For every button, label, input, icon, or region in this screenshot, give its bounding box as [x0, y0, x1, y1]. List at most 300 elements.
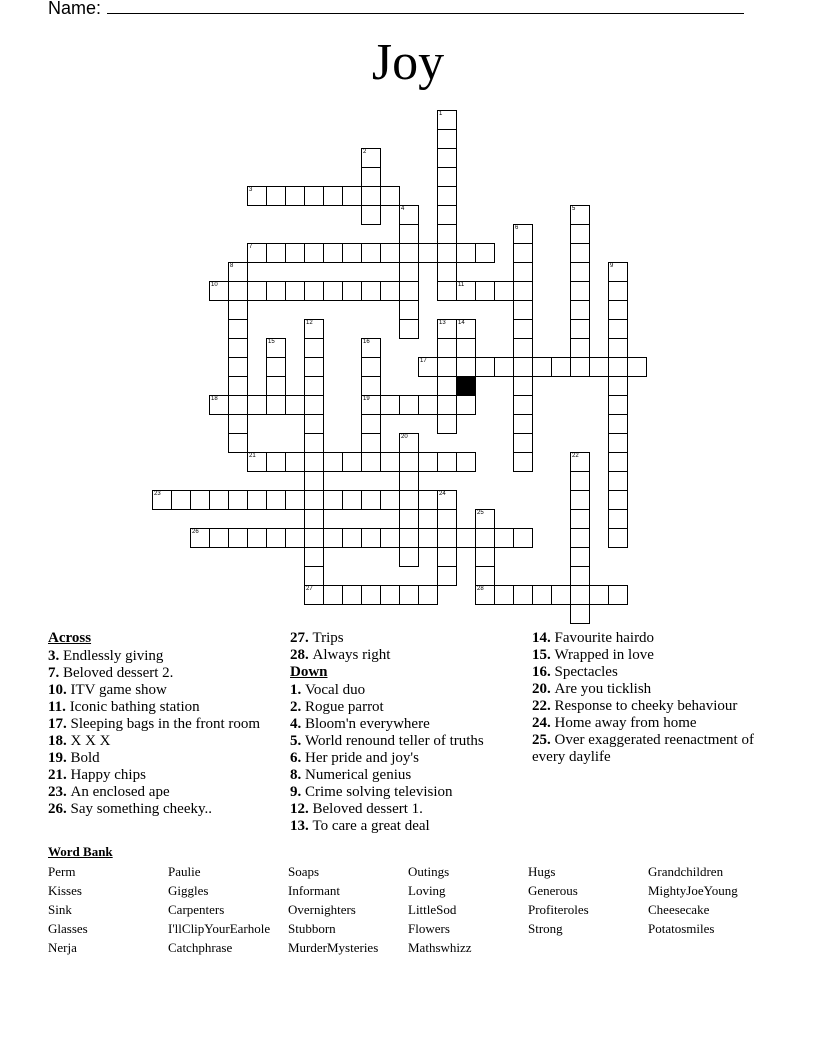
clue-item — [290, 750, 526, 767]
grid-cell[interactable] — [304, 547, 324, 567]
grid-cell[interactable] — [228, 281, 248, 301]
clue-number: 20 — [401, 434, 408, 440]
grid-cell[interactable] — [266, 528, 286, 548]
clue-number: 15 — [268, 339, 275, 345]
grid-cell[interactable] — [437, 376, 457, 396]
grid-cell[interactable] — [266, 452, 286, 472]
grid-cell[interactable] — [304, 414, 324, 434]
grid-cell[interactable] — [228, 490, 248, 510]
grid-cell[interactable] — [209, 528, 229, 548]
grid-cell[interactable] — [190, 528, 210, 548]
grid-cell[interactable] — [608, 490, 628, 510]
grid-cell[interactable] — [228, 300, 248, 320]
grid-cell[interactable] — [608, 452, 628, 472]
grid-cell[interactable] — [399, 490, 419, 510]
clue-item — [48, 665, 280, 682]
grid-cell[interactable] — [361, 528, 381, 548]
grid-cell[interactable] — [304, 585, 324, 605]
grid-cell[interactable] — [513, 376, 533, 396]
grid-cell[interactable] — [361, 148, 381, 168]
grid-cell[interactable] — [399, 281, 419, 301]
grid-cell[interactable] — [399, 395, 419, 415]
clue-number: 6 — [515, 225, 519, 231]
grid-cell[interactable] — [418, 357, 438, 377]
grid-cell[interactable] — [361, 490, 381, 510]
grid-cell[interactable] — [570, 509, 590, 529]
grid-cell[interactable] — [475, 528, 495, 548]
grid-cell[interactable] — [380, 243, 400, 263]
grid-cell[interactable] — [228, 395, 248, 415]
grid-cell[interactable] — [228, 262, 248, 282]
clue-number: 21 — [249, 453, 256, 459]
grid-cell[interactable] — [228, 357, 248, 377]
clue-number: 13 — [439, 320, 446, 326]
grid-cell[interactable] — [342, 452, 362, 472]
grid-cell[interactable] — [228, 528, 248, 548]
clues-column-2 — [290, 630, 526, 835]
word-bank-item: Generous — [528, 883, 578, 898]
grid-cell[interactable] — [342, 490, 362, 510]
grid-cell[interactable] — [570, 243, 590, 263]
grid-cell[interactable] — [399, 528, 419, 548]
grid-cell[interactable] — [266, 490, 286, 510]
grid-cell[interactable] — [361, 167, 381, 187]
grid-cell[interactable] — [570, 205, 590, 225]
clue-number: 4 — [401, 206, 405, 212]
grid-cell[interactable] — [399, 205, 419, 225]
grid-cell[interactable] — [570, 357, 590, 377]
grid-cell[interactable] — [304, 395, 324, 415]
grid-cell[interactable] — [380, 490, 400, 510]
grid-cell[interactable] — [304, 376, 324, 396]
grid-cell[interactable] — [513, 243, 533, 263]
clue-number: 5 — [572, 206, 576, 212]
grid-cell[interactable] — [437, 262, 457, 282]
grid-cell[interactable] — [608, 414, 628, 434]
clue-text: Crime solving television — [305, 784, 453, 800]
grid-cell[interactable] — [513, 262, 533, 282]
word-bank-item: Mathswhizz — [408, 940, 472, 955]
clue-number-label: 28. — [290, 647, 313, 663]
grid-cell[interactable] — [437, 167, 457, 187]
grid-cell[interactable] — [323, 281, 343, 301]
grid-cell[interactable] — [285, 452, 305, 472]
clue-text: Beloved dessert 2. — [63, 665, 174, 681]
grid-cell[interactable] — [570, 452, 590, 472]
grid-cell[interactable] — [475, 585, 495, 605]
grid-cell[interactable] — [228, 433, 248, 453]
grid-cell[interactable] — [475, 357, 495, 377]
grid-cell[interactable] — [437, 357, 457, 377]
clue-item — [532, 715, 768, 732]
grid-cell[interactable] — [570, 471, 590, 491]
grid-cell[interactable] — [437, 205, 457, 225]
grid-cell[interactable] — [608, 433, 628, 453]
grid-cell[interactable] — [608, 262, 628, 282]
clue-number-label: 5. — [290, 733, 305, 749]
clue-text: ITV game show — [70, 682, 167, 698]
grid-cell[interactable] — [304, 338, 324, 358]
grid-cell[interactable] — [285, 243, 305, 263]
grid-cell[interactable] — [247, 528, 267, 548]
grid-cell[interactable] — [304, 528, 324, 548]
grid-cell[interactable] — [247, 186, 267, 206]
grid-cell[interactable] — [437, 547, 457, 567]
clue-item — [290, 716, 526, 733]
grid-cell[interactable] — [266, 376, 286, 396]
grid-cell[interactable] — [475, 281, 495, 301]
clue-number-label: 4. — [290, 716, 305, 732]
grid-cell[interactable] — [380, 528, 400, 548]
clue-number-label: 27. — [290, 630, 313, 646]
grid-cell[interactable] — [361, 433, 381, 453]
grid-cell[interactable] — [608, 281, 628, 301]
grid-cell[interactable] — [304, 319, 324, 339]
grid-cell[interactable] — [152, 490, 172, 510]
grid-cell[interactable] — [437, 490, 457, 510]
clue-number: 14 — [458, 320, 465, 326]
clue-number-label: 11. — [48, 699, 70, 715]
grid-cell[interactable] — [266, 338, 286, 358]
clue-number-label: 18. — [48, 733, 71, 749]
across-heading: Across — [48, 630, 92, 646]
grid-cell[interactable] — [456, 395, 476, 415]
down-clues-continued — [532, 630, 768, 766]
grid-cell[interactable] — [437, 243, 457, 263]
grid-cell[interactable] — [456, 243, 476, 263]
word-bank-item: Catchphrase — [168, 940, 233, 955]
clue-text: Rogue parrot — [305, 699, 384, 715]
clue-number-label: 8. — [290, 767, 305, 783]
clue-number: 28 — [477, 586, 484, 592]
grid-cell[interactable] — [304, 243, 324, 263]
grid-cell[interactable] — [361, 585, 381, 605]
grid-cell[interactable] — [304, 357, 324, 377]
grid-cell[interactable] — [266, 357, 286, 377]
grid-cell[interactable] — [494, 357, 514, 377]
grid-cell[interactable] — [361, 376, 381, 396]
grid-cell[interactable] — [304, 509, 324, 529]
word-bank-item: Profiteroles — [528, 902, 589, 917]
grid-cell[interactable] — [570, 319, 590, 339]
grid-cell[interactable] — [513, 528, 533, 548]
grid-cell[interactable] — [437, 414, 457, 434]
grid-cell[interactable] — [513, 319, 533, 339]
grid-cell[interactable] — [437, 129, 457, 149]
grid-cell[interactable] — [570, 528, 590, 548]
grid-cell[interactable] — [608, 528, 628, 548]
grid-cell[interactable] — [285, 281, 305, 301]
clue-number-label: 6. — [290, 750, 305, 766]
grid-cell[interactable] — [513, 357, 533, 377]
grid-cell[interactable] — [437, 319, 457, 339]
grid-cell[interactable] — [608, 300, 628, 320]
grid-cell[interactable] — [361, 186, 381, 206]
grid-cell[interactable] — [361, 452, 381, 472]
grid-cell[interactable] — [418, 395, 438, 415]
clue-text: Spectacles — [554, 664, 618, 680]
clue-number: 9 — [610, 263, 614, 269]
grid-cell[interactable] — [399, 547, 419, 567]
clue-number: 22 — [572, 453, 579, 459]
grid-cell[interactable] — [361, 395, 381, 415]
name-label: Name: — [48, 0, 102, 18]
clue-text: Iconic bathing station — [69, 699, 200, 715]
grid-cell[interactable] — [209, 281, 229, 301]
grid-cell[interactable] — [228, 319, 248, 339]
grid-cell[interactable] — [608, 319, 628, 339]
grid-cell[interactable] — [513, 224, 533, 244]
grid-cell[interactable] — [418, 528, 438, 548]
word-bank-item: MurderMysteries — [288, 940, 379, 955]
grid-cell[interactable] — [456, 452, 476, 472]
grid-cell[interactable] — [266, 281, 286, 301]
grid-cell[interactable] — [247, 281, 267, 301]
grid-cell[interactable] — [513, 585, 533, 605]
grid-cell[interactable] — [475, 547, 495, 567]
grid-cell[interactable] — [513, 281, 533, 301]
grid-cell[interactable] — [323, 186, 343, 206]
grid-cell[interactable] — [570, 585, 590, 605]
grid-cell[interactable] — [399, 300, 419, 320]
grid-cell[interactable] — [361, 281, 381, 301]
grid-cell[interactable] — [266, 395, 286, 415]
grid-cell[interactable] — [570, 566, 590, 586]
grid-cell[interactable] — [608, 395, 628, 415]
grid-cell[interactable] — [342, 186, 362, 206]
grid-cell[interactable] — [247, 452, 267, 472]
grid-cell[interactable] — [608, 338, 628, 358]
grid-cell[interactable] — [304, 433, 324, 453]
word-bank-item: Outings — [408, 864, 450, 879]
grid-cell[interactable] — [361, 357, 381, 377]
grid-cell[interactable] — [570, 300, 590, 320]
grid-cell[interactable] — [513, 452, 533, 472]
grid-cell[interactable] — [608, 509, 628, 529]
grid-cell[interactable] — [494, 585, 514, 605]
clue-item — [532, 630, 768, 647]
grid-cell[interactable] — [475, 566, 495, 586]
grid-cell[interactable] — [209, 395, 229, 415]
clue-number: 7 — [249, 244, 253, 250]
grid-cell[interactable] — [342, 528, 362, 548]
grid-cell[interactable] — [399, 509, 419, 529]
clue-number: 25 — [477, 510, 484, 516]
word-bank-item: Perm — [48, 864, 76, 879]
grid-cell[interactable] — [247, 490, 267, 510]
grid-cell[interactable] — [304, 471, 324, 491]
word-bank-item: Glasses — [48, 921, 88, 936]
grid-cell[interactable] — [456, 319, 476, 339]
clue-item — [290, 630, 526, 647]
grid-cell[interactable] — [570, 338, 590, 358]
grid-cell[interactable] — [361, 338, 381, 358]
grid-cell[interactable] — [437, 452, 457, 472]
grid-cell[interactable] — [323, 528, 343, 548]
grid-cell[interactable] — [456, 528, 476, 548]
grid-cell[interactable] — [399, 319, 419, 339]
grid-cell[interactable] — [399, 452, 419, 472]
grid-cell[interactable] — [437, 224, 457, 244]
grid-cell[interactable] — [570, 604, 590, 624]
clue-item — [290, 647, 526, 664]
grid-cell[interactable] — [551, 357, 571, 377]
clue-text: To care a great deal — [312, 818, 430, 834]
grid-cell[interactable] — [323, 490, 343, 510]
grid-cell[interactable] — [570, 224, 590, 244]
grid-cell[interactable] — [285, 186, 305, 206]
grid-cell[interactable] — [285, 395, 305, 415]
clue-item — [48, 733, 280, 750]
word-bank-heading: Word Bank — [48, 844, 113, 859]
grid-cell[interactable] — [418, 585, 438, 605]
grid-cell[interactable] — [437, 509, 457, 529]
grid-cell[interactable] — [437, 338, 457, 358]
grid-cell[interactable] — [418, 452, 438, 472]
grid-cell[interactable] — [399, 224, 419, 244]
grid-cell[interactable] — [380, 281, 400, 301]
grid-cell[interactable] — [494, 281, 514, 301]
word-bank-item: Flowers — [408, 921, 450, 936]
grid-cell[interactable] — [437, 148, 457, 168]
clue-item — [290, 801, 526, 818]
clue-number: 27 — [306, 586, 313, 592]
grid-cell[interactable] — [418, 243, 438, 263]
clue-number-label: 26. — [48, 801, 71, 817]
grid-cell[interactable] — [570, 262, 590, 282]
grid-cell[interactable] — [608, 585, 628, 605]
word-bank-item: Giggles — [168, 883, 209, 898]
clue-text: Bloom'n everywhere — [305, 716, 430, 732]
grid-cell[interactable] — [437, 186, 457, 206]
grid-cell[interactable] — [171, 490, 191, 510]
grid-cell[interactable] — [608, 471, 628, 491]
grid-cell[interactable] — [570, 547, 590, 567]
grid-cell[interactable] — [342, 585, 362, 605]
grid-cell[interactable] — [418, 490, 438, 510]
clue-number-label: 19. — [48, 750, 71, 766]
clue-text: World renound teller of truths — [305, 733, 484, 749]
clue-number-label: 1. — [290, 682, 305, 698]
grid-cell[interactable] — [513, 433, 533, 453]
grid-cell[interactable] — [266, 243, 286, 263]
word-bank-item: Kisses — [48, 883, 82, 898]
grid-cell[interactable] — [228, 414, 248, 434]
grid-cell[interactable] — [304, 490, 324, 510]
grid-cell[interactable] — [494, 528, 514, 548]
clue-item — [48, 682, 280, 699]
clue-text: Home away from home — [554, 715, 697, 731]
grid-cell[interactable] — [380, 186, 400, 206]
grid-cell[interactable] — [513, 414, 533, 434]
word-bank-item: Hugs — [528, 864, 556, 879]
grid-cell[interactable] — [361, 205, 381, 225]
clue-text: Response to cheeky behaviour — [554, 698, 738, 714]
grid-cell[interactable] — [437, 281, 457, 301]
grid-cell[interactable] — [285, 490, 305, 510]
grid-cell[interactable] — [380, 452, 400, 472]
word-bank-item: Nerja — [48, 940, 77, 955]
grid-cell[interactable] — [456, 281, 476, 301]
clue-item — [532, 681, 768, 698]
grid-cell[interactable] — [247, 243, 267, 263]
grid-cell[interactable] — [399, 585, 419, 605]
grid-cell[interactable] — [304, 186, 324, 206]
grid-cell[interactable] — [513, 300, 533, 320]
grid-cell[interactable] — [304, 566, 324, 586]
clue-item — [290, 767, 526, 784]
grid-cell[interactable] — [627, 357, 647, 377]
grid-cell[interactable] — [399, 433, 419, 453]
grid-cell[interactable] — [228, 338, 248, 358]
grid-cell[interactable] — [456, 338, 476, 358]
grid-cell[interactable] — [399, 243, 419, 263]
grid-cell[interactable] — [570, 281, 590, 301]
grid-cell[interactable] — [608, 376, 628, 396]
grid-cell[interactable] — [437, 528, 457, 548]
grid-cell[interactable] — [342, 281, 362, 301]
grid-cell[interactable] — [475, 243, 495, 263]
clue-text: Happy chips — [70, 767, 146, 783]
clue-number-label: 14. — [532, 630, 555, 646]
grid-cell[interactable] — [532, 357, 552, 377]
clue-text: Beloved dessert 1. — [312, 801, 423, 817]
word-bank-item: Paulie — [168, 864, 201, 879]
grid-cell[interactable] — [247, 395, 267, 415]
grid-cell[interactable] — [589, 357, 609, 377]
grid-cell[interactable] — [608, 357, 628, 377]
grid-cell[interactable] — [380, 585, 400, 605]
grid-cell[interactable] — [323, 243, 343, 263]
grid-cell[interactable] — [399, 471, 419, 491]
clue-text: Endlessly giving — [63, 648, 164, 664]
word-bank-item: Overnighters — [288, 902, 356, 917]
grid-cell[interactable] — [361, 243, 381, 263]
grid-cell[interactable] — [342, 243, 362, 263]
clue-number-label: 17. — [48, 716, 71, 732]
grid-cell[interactable] — [551, 585, 571, 605]
word-bank-item: Potatosmiles — [648, 921, 715, 936]
clue-number: 16 — [363, 339, 370, 345]
grid-cell[interactable] — [304, 281, 324, 301]
grid-cell[interactable] — [361, 414, 381, 434]
grid-cell[interactable] — [475, 509, 495, 529]
grid-cell[interactable] — [437, 566, 457, 586]
grid-cell[interactable] — [209, 490, 229, 510]
grid-cell[interactable] — [437, 110, 457, 130]
grid-cell[interactable] — [190, 490, 210, 510]
grid-cell[interactable] — [570, 490, 590, 510]
grid-cell[interactable] — [513, 395, 533, 415]
grid-cell[interactable] — [285, 528, 305, 548]
grid-cell[interactable] — [437, 395, 457, 415]
clue-number: 12 — [306, 320, 313, 326]
grid-cell[interactable] — [589, 585, 609, 605]
grid-cell[interactable] — [323, 585, 343, 605]
grid-cell[interactable] — [228, 376, 248, 396]
clue-text: Numerical genius — [305, 767, 412, 783]
grid-cell[interactable] — [323, 452, 343, 472]
clue-item — [48, 648, 280, 665]
clue-number: 18 — [211, 396, 218, 402]
grid-cell[interactable] — [513, 338, 533, 358]
grid-cell[interactable] — [304, 452, 324, 472]
grid-cell[interactable] — [399, 262, 419, 282]
grid-cell[interactable] — [532, 585, 552, 605]
grid-cell[interactable] — [380, 395, 400, 415]
grid-cell[interactable] — [456, 357, 476, 377]
grid-cell[interactable] — [266, 186, 286, 206]
